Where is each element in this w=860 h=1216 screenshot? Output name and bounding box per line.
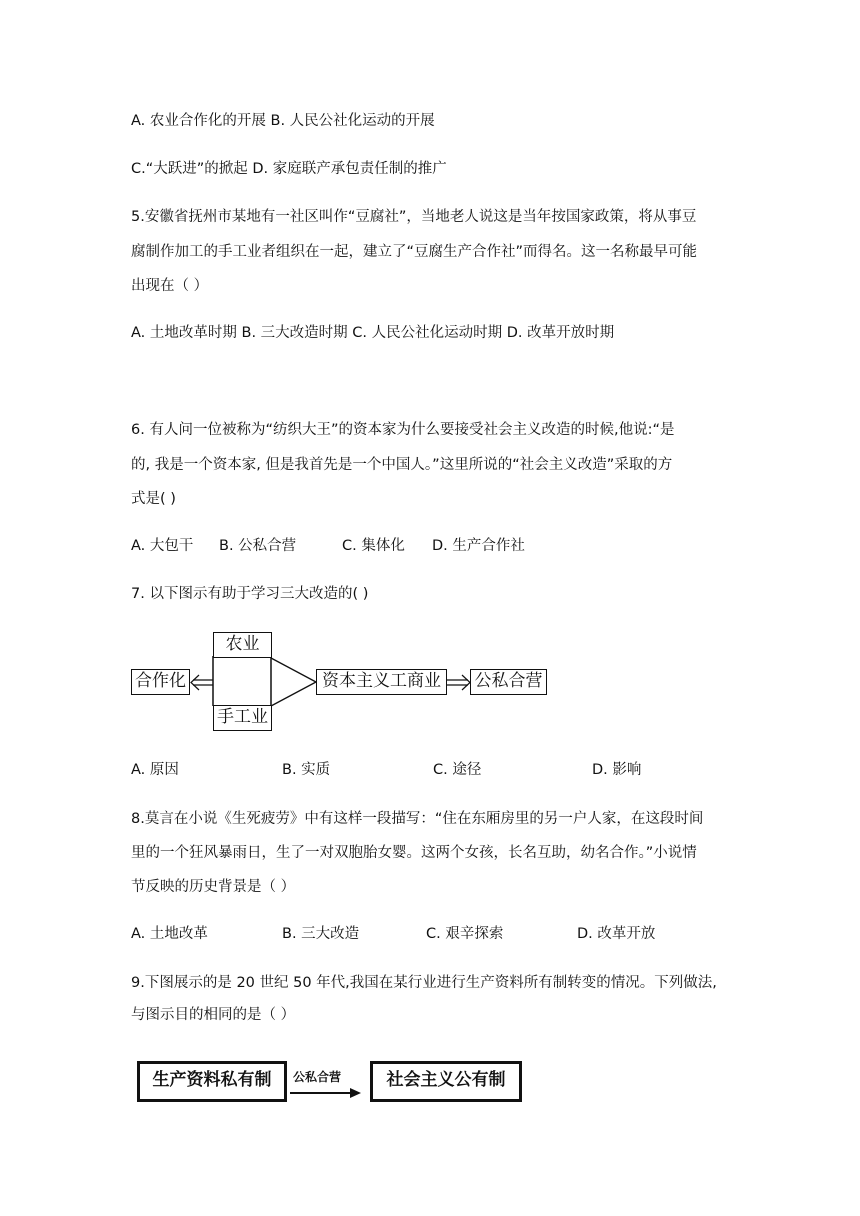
q4-options-line-2: C.“大跃进”的掀起 D. 家庭联产承包责任制的推广 — [131, 161, 447, 177]
q7-option-a: A. 原因 — [131, 762, 179, 778]
q8-option-b: B. 三大改造 — [282, 926, 360, 942]
arrow-label: 公私合营 — [293, 1070, 342, 1084]
q6-option-a: A. 大包干 — [131, 538, 194, 554]
q5-options: A. 土地改革时期 B. 三大改造时期 C. 人民公社化运动时期 D. 改革开放时期 — [131, 325, 615, 341]
q6-stem-line-3: 式是( ) — [131, 491, 176, 507]
q8-stem-line-3: 节反映的历史背景是（ ） — [131, 879, 296, 895]
private-ownership-box: 生产资料私有制 — [137, 1061, 287, 1102]
q6-stem-line-1: 6. 有人问一位被称为“纺织大王”的资本家为什么要接受社会主义改造的时候,他说:“是 — [131, 422, 675, 438]
q7-stem: 7. 以下图示有助于学习三大改造的( ) — [131, 586, 369, 602]
q8-option-a: A. 土地改革 — [131, 926, 208, 942]
q7-option-b: B. 实质 — [282, 762, 331, 778]
q8-option-c: C. 艰辛探索 — [426, 926, 504, 942]
q6-option-c: C. 集体化 — [342, 538, 405, 554]
q7-option-c: C. 途径 — [433, 762, 482, 778]
q9-stem-line-1: 9.下图展示的是 20 世纪 50 年代,我国在某行业进行生产资料所有制转变的情况。下列做法, — [131, 975, 717, 991]
q8-stem-line-1: 8.莫言在小说《生死疲劳》中有这样一段描写：“住在东厢房里的另一户人家，在这段时间 — [131, 811, 704, 827]
cooperative-box: 合作化 — [131, 669, 190, 695]
q4-options-line-1: A. 农业合作化的开展 B. 人民公社化运动的开展 — [131, 113, 435, 129]
q5-stem-line-3: 出现在（ ） — [131, 278, 209, 294]
public-ownership-box: 社会主义公有制 — [370, 1061, 522, 1102]
q6-stem-line-2: 的, 我是一个资本家, 但是我首先是一个中国人。”这里所说的“社会主义改造”采取的方 — [131, 457, 673, 473]
q8-stem-line-2: 里的一个狂风暴雨日，生了一对双胞胎女婴。这两个女孩，长名互助，幼名合作。”小说情 — [131, 845, 697, 861]
handicraft-box: 手工业 — [213, 705, 272, 731]
agriculture-box: 农业 — [213, 632, 272, 658]
q5-stem-line-1: 5.安徽省抚州市某地有一社区叫作“豆腐社”，当地老人说这是当年按国家政策，将从事豆 — [131, 209, 697, 225]
public-private-box: 公私合营 — [470, 669, 547, 695]
q6-option-d: D. 生产合作社 — [432, 538, 525, 554]
q5-stem-line-2: 腐制作加工的手工业者组织在一起，建立了“豆腐生产合作社”而得名。这一名称最早可能 — [131, 244, 698, 260]
q9-stem-line-2: 与图示目的相同的是（ ） — [131, 1007, 296, 1023]
capitalist-industry-box: 资本主义工商业 — [316, 669, 447, 695]
q6-option-b: B. 公私合营 — [219, 538, 297, 554]
q7-option-d: D. 影响 — [592, 762, 642, 778]
q8-option-d: D. 改革开放 — [577, 926, 656, 942]
